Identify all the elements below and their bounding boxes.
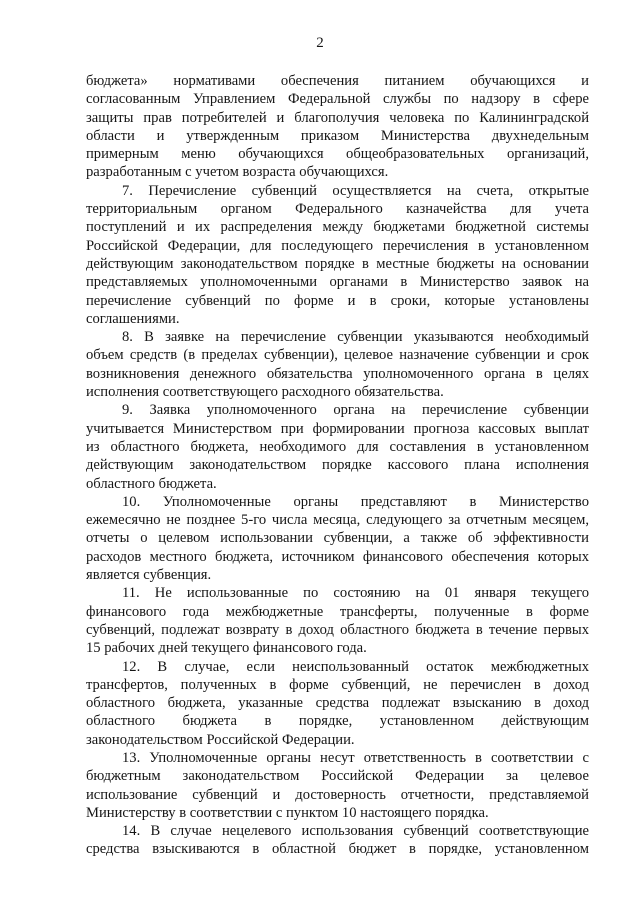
text-line: областного бюджета. [86,475,217,492]
text-line: соглашениями. [86,310,180,327]
text-line: поступлений и их распределения между бюджетами бюджетной системы [86,219,589,236]
text-line: 15 рабочих дней текущего финансового года. [86,640,367,657]
paragraph-p14 [86,822,589,859]
text-line: отчеты о целевом использовании субвенции, а также об эффективности [86,530,589,547]
text-line: объем средств (в пределах субвенции), целевое назначение субвенции и срок [86,347,589,364]
paragraph-p11 [86,584,589,657]
text-line: разработанным с учетом возраста обучающихся. [86,164,389,181]
text-line: возникновения денежного обязательства уполномоченного органа в целях [86,365,589,382]
text-line: 8. В заявке на перечисление субвенции указываются необходимый [122,329,589,346]
paragraph-p-cont [86,72,589,182]
text-line: 11. Не использованные по состоянию на 01 января текущего [122,585,589,602]
document-body [86,72,589,859]
text-line: действующим законодательством порядке кассового плана исполнения [86,457,589,474]
text-line: примерным меню обучающихся общеобразовательных организаций, [86,146,589,163]
text-line: области и утвержденным приказом Министерства двухнедельным [86,127,589,144]
paragraph-p9 [86,401,589,492]
text-line: 10. Уполномоченные органы представляют в Министерство [122,493,589,510]
text-line: согласованным Управлением Федеральной службы по надзору в сфере [86,91,589,108]
text-line: представляемых уполномоченными органами в Министерство заявок на [86,274,589,291]
text-line: использование субвенций и достоверность отчетности, представляемой [86,786,589,803]
paragraph-p10 [86,493,589,584]
text-line: 14. В случае нецелевого использования субвенций соответствующие [122,823,589,840]
text-line: областного бюджета в порядке, установленном действующим [86,713,589,730]
paragraph-p12 [86,658,589,749]
text-line: территориальным органом Федерального казначейства для учета [86,201,589,218]
paragraph-p8 [86,328,589,401]
text-line: учитывается Министерством при формировании прогноза кассовых выплат [86,420,589,437]
text-line: средства взыскиваются в областной бюджет в порядке, установленном [86,841,589,858]
text-line: действующим законодательством порядке в местные бюджеты на основании [86,255,589,272]
text-line: ежемесячно не позднее 5-го числа месяца, следующего за отчетным месяцем, [86,512,589,529]
text-line: областного бюджета, указанные средства подлежат взысканию в доход [86,695,589,712]
text-line: 7. Перечисление субвенций осуществляется на счета, открытые [122,182,589,199]
paragraph-p7 [86,182,589,328]
text-line: исполнения соответствующего расходного обязательства. [86,384,444,401]
text-line: 13. Уполномоченные органы несут ответственность в соответствии с [122,749,589,766]
text-line: бюджетным законодательством Российской Федерации за целевое [86,768,589,785]
text-line: 9. Заявка уполномоченного органа на перечисление субвенции [122,402,589,419]
text-line: Министерству в соответствии с пунктом 10 настоящего порядка. [86,804,489,821]
text-line: защиты прав потребителей и благополучия человека по Калининградской [86,109,589,126]
text-line: субвенций, подлежат возврату в доход областного бюджета в течение первых [86,621,589,638]
paragraph-p13 [86,749,589,822]
text-line: перечисление субвенций по форме и в сроки, которые установлены [86,292,589,309]
text-line: законодательством Российской Федерации. [86,731,355,748]
text-line: расходов местного бюджета, источником финансового обеспечения которых [86,548,589,565]
text-line: из областного бюджета, необходимого для составления в установленном [86,438,589,455]
text-line: бюджета» нормативами обеспечения питанием обучающихся и [86,73,589,89]
text-line: является субвенция. [86,567,212,584]
text-line: трансфертов, полученных в форме субвенций, не перечислен в доход [86,676,589,693]
text-line: Российской Федерации, для последующего перечисления в установленном [86,237,589,254]
text-line: финансового года межбюджетные трансферты, полученные в форме [86,603,589,620]
page-number: 2 [316,35,324,51]
text-line: 12. В случае, если неиспользованный остаток межбюджетных [122,658,589,675]
